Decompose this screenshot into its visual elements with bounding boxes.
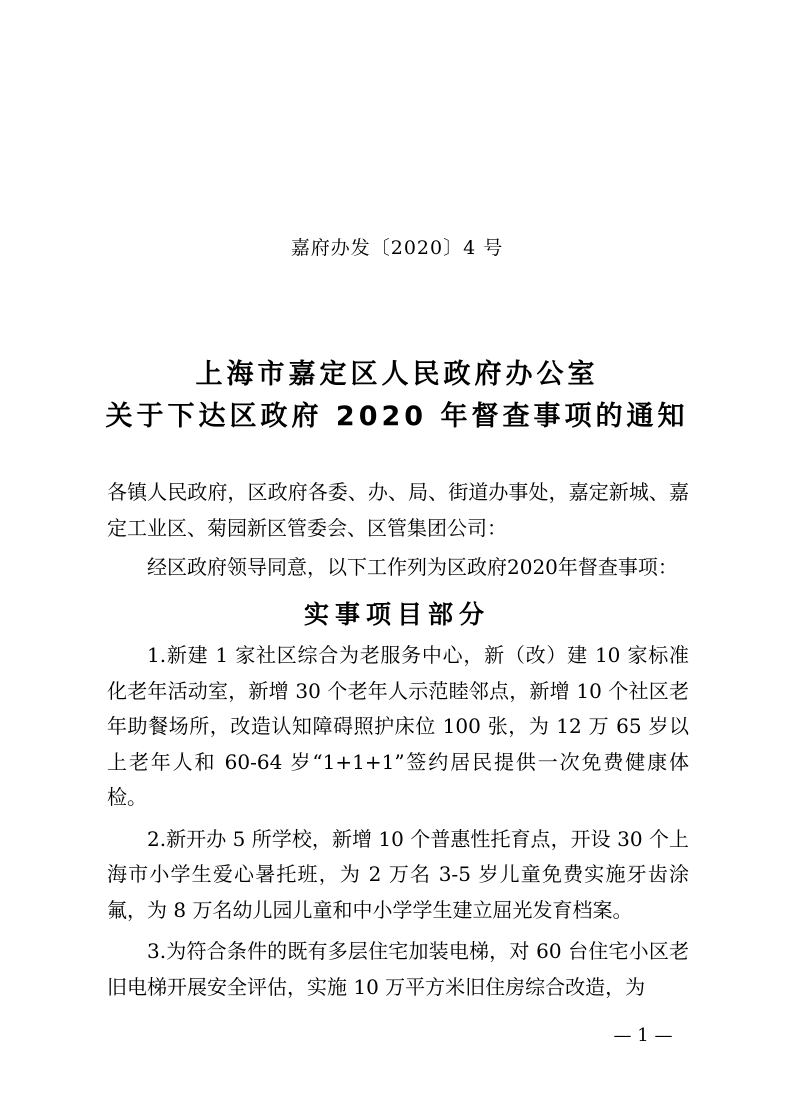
list-item: 3.为符合条件的既有多层住宅加装电梯，对 60 台住宅小区老旧电梯开展安全评估，实施 10 万平方米旧住房综合改造，为: [107, 939, 689, 999]
page-number: — 1 —: [613, 1025, 673, 1046]
section-heading: 实事项目部分: [303, 600, 490, 629]
list-item: 2.新开办 5 所学校，新增 10 个普惠性托育点，开设 30 个上海市小学生爱心暑托班，为 2 万名 3-5 岁儿童免费实施牙齿涂氟，为 8 万名幼儿园儿童和中小学学生建立屈光发育档案。: [107, 826, 689, 922]
document-number: 嘉府办发〔2020〕4 号: [290, 237, 504, 259]
list-item: 1.新建 1 家社区综合为老服务中心，新（改）建 10 家标准化老年活动室，新增 30 个老年人示范睦邻点，新增 10 个社区老年助餐场所，改造认知障碍照护床位 100 张，为 12 万 65 岁以上老年人和 60-64 岁“1+1+1”签约居民提供一次免费健康体检。: [107, 643, 689, 809]
title-line-1: 上海市嘉定区人民政府办公室: [195, 359, 599, 390]
intro-paragraph: 经区政府领导同意，以下工作列为区政府2020年督查事项：: [147, 555, 678, 579]
item-list: [107, 638, 689, 1011]
salutation: 各镇人民政府，区政府各委、办、局、街道办事处，嘉定新城、嘉定工业区、菊园新区管委会、区管集团公司：: [107, 480, 689, 540]
title-line-2: 关于下达区政府 2020 年督查事项的通知: [105, 401, 689, 432]
